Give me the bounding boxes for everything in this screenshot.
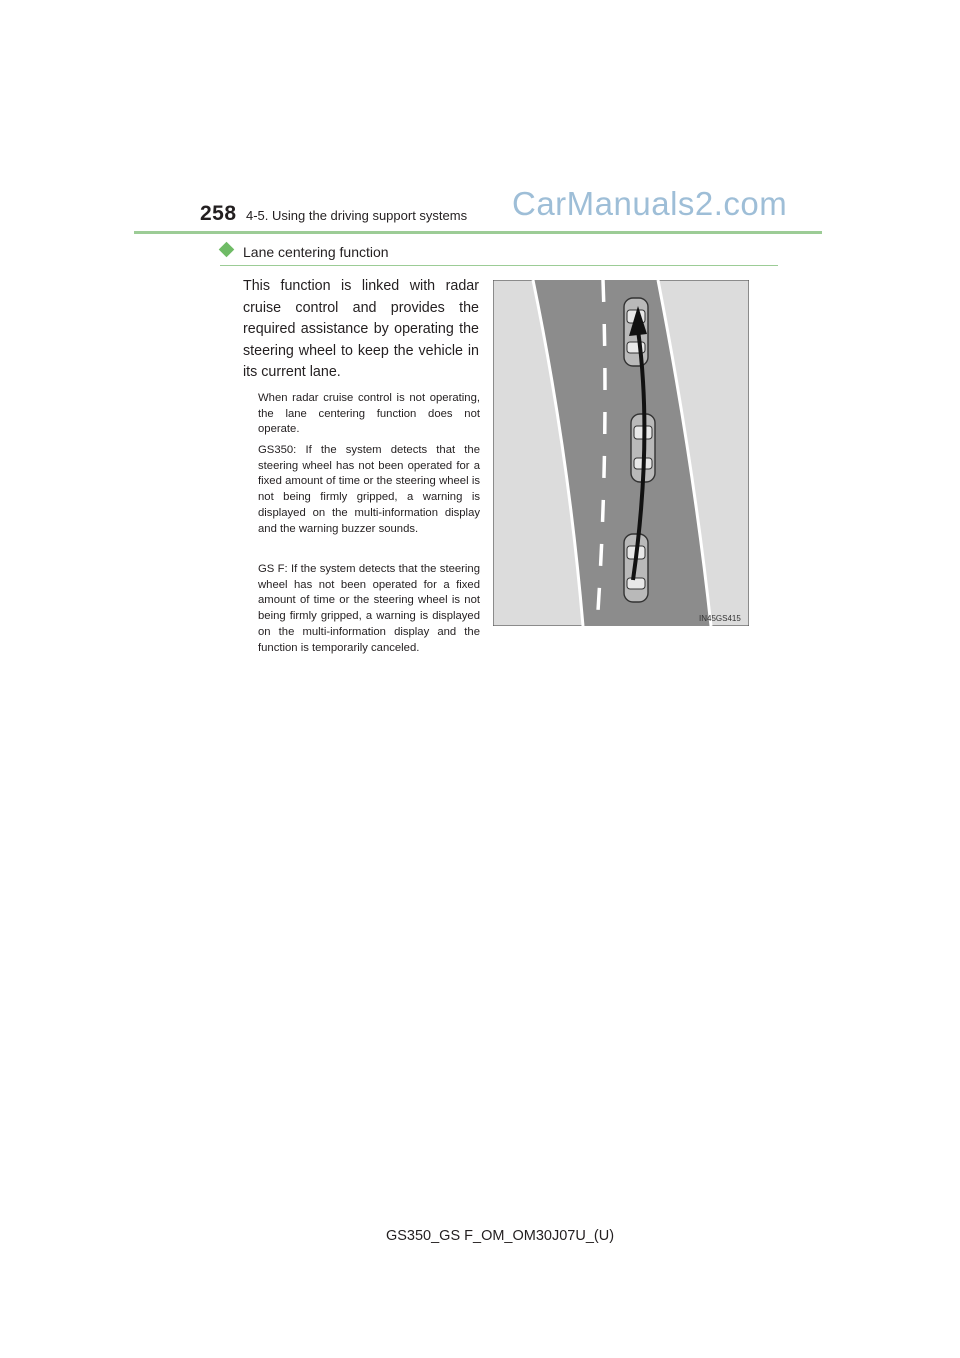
footer-doc-id: GS350_GS F_OM_OM30J07U_(U) [385,1228,615,1244]
header-rule [134,231,822,234]
section-heading: Lane centering function [243,244,389,260]
note-gsf-warning: GS F: If the system detects that the steering wheel has not been operated for a fixed amount of time or the steering wheel is not being firmly gripped, a warning is displayed on the multi-information display and the function is temporarily canceled. [258,563,480,654]
watermark: CarManuals2.com [512,185,788,222]
page-number: 258 [200,202,237,225]
figure-code: IN45GS415 [699,614,741,623]
body-paragraph: This function is linked with radar cruise control and provides the required assistance by operating the steering wheel to keep the vehicle in its current lane. [243,278,479,381]
diamond-bullet-icon [219,242,235,258]
lane-centering-figure [493,280,749,626]
chapter-title: 4-5. Using the driving support systems [246,208,468,223]
footer [0,1228,960,1244]
note-radar-cruise: When radar cruise control is not operating, the lane centering function does not operate. [258,392,480,436]
section-rule [220,265,778,266]
note-gs350-warning: GS350: If the system detects that the steering wheel has not been operated for a fixed amount of time or the steering wheel is not being firmly gripped, a warning is displayed on the multi-information display and the warning buzzer sounds. [258,444,480,535]
